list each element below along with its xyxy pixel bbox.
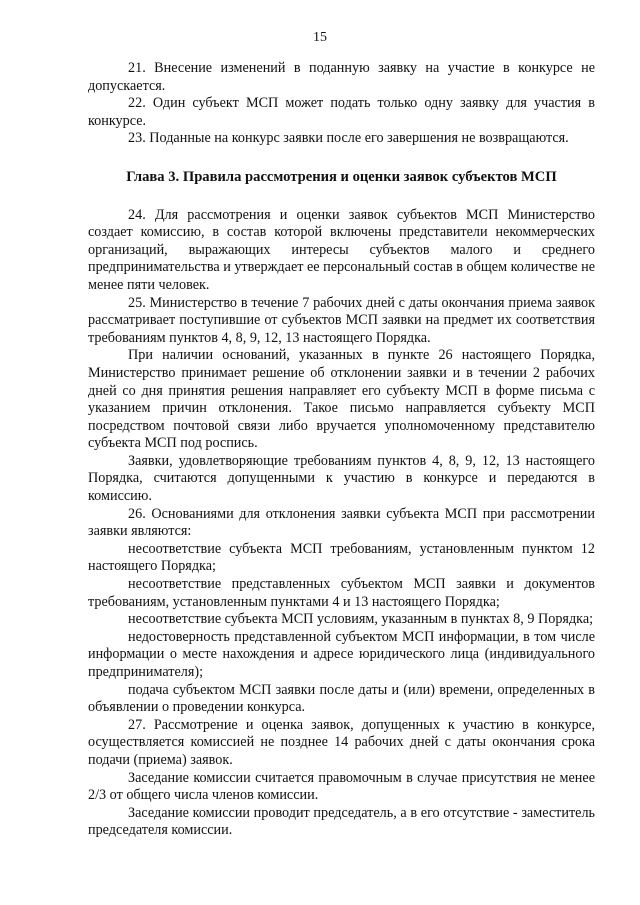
document-body xyxy=(88,60,595,840)
list-item-ground-1: несоответствие субъекта МСП требованиям, установленным пунктом 12 настоящего Порядка; xyxy=(88,540,595,575)
paragraph-22: 22. Один субъект МСП может подать только одну заявку для участия в конкурсе. xyxy=(88,95,595,129)
paragraph-25-admitted: Заявки, удовлетворяющие требованиям пунктов 4, 8, 9, 12, 13 настоящего Порядка, считаются допущенными к участию в конкурсе и передаются в комиссию. xyxy=(88,452,595,505)
list-item-ground-5: подача субъектом МСП заявки после даты и (или) времени, определенных в объявлении о проведении конкурса. xyxy=(88,681,595,716)
paragraph-27-quorum: Заседание комиссии считается правомочным в случае присутствия не менее 2/3 от общего числа членов комиссии. xyxy=(88,769,595,804)
paragraph-25-rejection: При наличии оснований, указанных в пункте 26 настоящего Порядка, Министерство принимает решение об отклонении заявки и в течении 2 рабочих дней со дня принятия решения направляет его субъекту МСП в форме письма с указанием причин отклонения. Такое письмо направляется субъекту МСП посредством почтовой связи либо вручается уполномоченному представителю субъекта МСП под роспись. xyxy=(88,347,595,452)
chapter-heading: Глава 3. Правила рассмотрения и оценки заявок субъектов МСП xyxy=(126,168,557,185)
paragraph-24: 24. Для рассмотрения и оценки заявок субъектов МСП Министерство создает комиссию, в состав которой включены представители некоммерческих организаций, выражающих интересы субъектов малого и среднего предпринимательства и утверждает ее персональный состав в общем количестве не менее пяти человек. xyxy=(88,206,595,293)
list-item-ground-3: несоответствие субъекта МСП условиям, указанным в пунктах 8, 9 Порядка; xyxy=(128,611,594,628)
paragraph-27-chair: Заседание комиссии проводит председатель, а в его отсутствие - заместитель председателя комиссии. xyxy=(88,804,595,839)
paragraph-27: 27. Рассмотрение и оценка заявок, допущенных к участию в конкурсе, осуществляется комиссией не позднее 14 рабочих дней с даты окончания срока подачи (приема) заявок. xyxy=(88,716,595,768)
paragraph-21: 21. Внесение изменений в поданную заявку на участие в конкурсе не допускается. xyxy=(88,60,595,94)
page-number: 15 xyxy=(313,30,327,45)
list-item-ground-2: несоответствие представленных субъектом МСП заявки и документов требованиям, установленным пунктами 4 и 13 настоящего Порядка; xyxy=(88,576,595,610)
paragraph-26: 26. Основаниями для отклонения заявки субъекта МСП при рассмотрении заявки являются: xyxy=(88,505,595,540)
paragraph-23: 23. Поданные на конкурс заявки после его завершения не возвращаются. xyxy=(128,130,569,147)
list-item-ground-4: недостоверность представленной субъектом МСП информации, в том числе информации о месте нахождения и адресе юридического лица (индивидуального предпринимателя); xyxy=(88,628,595,680)
paragraph-25: 25. Министерство в течение 7 рабочих дней с даты окончания приема заявок рассматривает поступившие от субъектов МСП заявки на предмет их соответствия требованиям пунктов 4, 8, 9, 12, 13 настоящего Порядка. xyxy=(88,294,595,346)
